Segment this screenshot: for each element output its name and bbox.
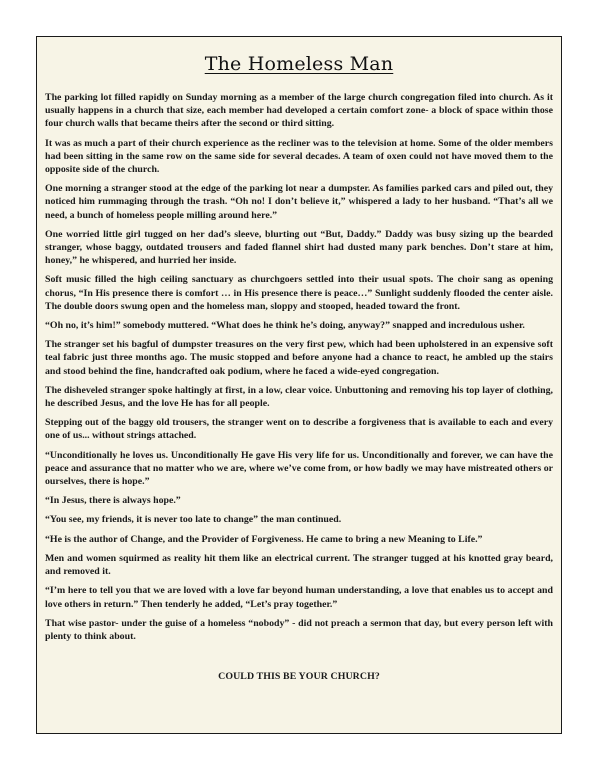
paragraph-1: The parking lot filled rapidly on Sunday morning as a member of the large church congregation filed into church. As it usually happens in a church that size, each member had developed a certain comfort zone- a block of space within those four church walls that became theirs after the second or third sitting. bbox=[45, 92, 553, 130]
paragraph-7: The stranger set his bagful of dumpster treasures on the very first pew, which had been upholstered in an expensive soft teal fabric just three months ago. The music stopped and before anyone had a chance to react, he ambled up the stairs and stood behind the fine, handcrafted oak podium, where he faced a wide-eyed congregation. bbox=[45, 339, 553, 377]
closing-question: COULD THIS BE YOUR CHURCH? bbox=[218, 671, 380, 683]
paragraph-4: One worried little girl tugged on her dad’s sleeve, blurting out “But, Daddy.” Daddy was busy sizing up the bearded stranger, whose baggy, outdated trousers and faded flannel shirt had dusted many park benches. Don’t stare at him, honey,” he whispered, and hurried her inside. bbox=[45, 228, 553, 267]
paragraph-3: One morning a stranger stood at the edge of the parking lot near a dumpster. As families parked cars and piled out, they noticed him rummaging through the trash. “Oh no! I don’t believe it,” whispered a lady to her husband. “That’s all we need, a bunch of homeless people milling around here.” bbox=[45, 183, 553, 221]
paragraph-13: “He is the author of Change, and the Provider of Forgiveness. He came to bring a new Meaning to Life.” bbox=[45, 533, 483, 545]
paragraph-10: “Unconditionally he loves us. Unconditionally He gave His very life for us. Unconditionally and forever, we can have the peace and assurance that no matter who we are, where we’ve come from, or how badly we may have mistreated others or ourselves, there is hope.” bbox=[45, 449, 553, 488]
page-title: The Homeless Man bbox=[204, 53, 394, 75]
paragraph-14: Men and women squirmed as reality hit them like an electrical current. The stranger tugged at his knotted gray beard, and removed it. bbox=[45, 552, 553, 578]
paragraph-9: Stepping out of the baggy old trousers, the stranger went on to describe a forgiveness that is available to each and every one of us... without strings attached. bbox=[45, 417, 553, 442]
paragraph-12: “You see, my friends, it is never too late to change” the man continued. bbox=[45, 514, 342, 526]
document-page bbox=[36, 36, 562, 734]
paragraph-6: “Oh no, it’s him!” somebody muttered. “What does he think he’s doing, anyway?” snapped and incredulous usher. bbox=[45, 320, 525, 332]
paragraph-16: That wise pastor- under the guise of a homeless “nobody” - did not preach a sermon that day, but every person left with plenty to think about. bbox=[45, 617, 553, 642]
paragraph-11: “In Jesus, there is always hope.” bbox=[45, 495, 181, 507]
paragraph-5: Soft music filled the high ceiling sanctuary as churchgoers settled into their usual spots. The choir sang as opening chorus, “In His presence there is comfort … in His presence there is peace…” Sunlight suddenly flooded the center aisle. The double doors swung open and the homeless man, sloppy and stooped, headed toward the front. bbox=[45, 274, 553, 312]
paragraph-8: The disheveled stranger spoke haltingly at first, in a low, clear voice. Unbuttoning and removing his top layer of clothing, he described Jesus, and the love He has for all people. bbox=[45, 384, 553, 410]
paragraph-2: It was as much a part of their church experience as the recliner was to the television at home. Some of the older members had been sitting in the same row on the same side for several decades. A team of oxen could not have moved them to the opposite side of the church. bbox=[45, 137, 553, 176]
paragraph-15: “I’m here to tell you that we are loved with a love far beyond human understanding, a love that enables us to accept and love others in return.” Then tenderly he added, “Let’s pray together.” bbox=[45, 585, 553, 610]
